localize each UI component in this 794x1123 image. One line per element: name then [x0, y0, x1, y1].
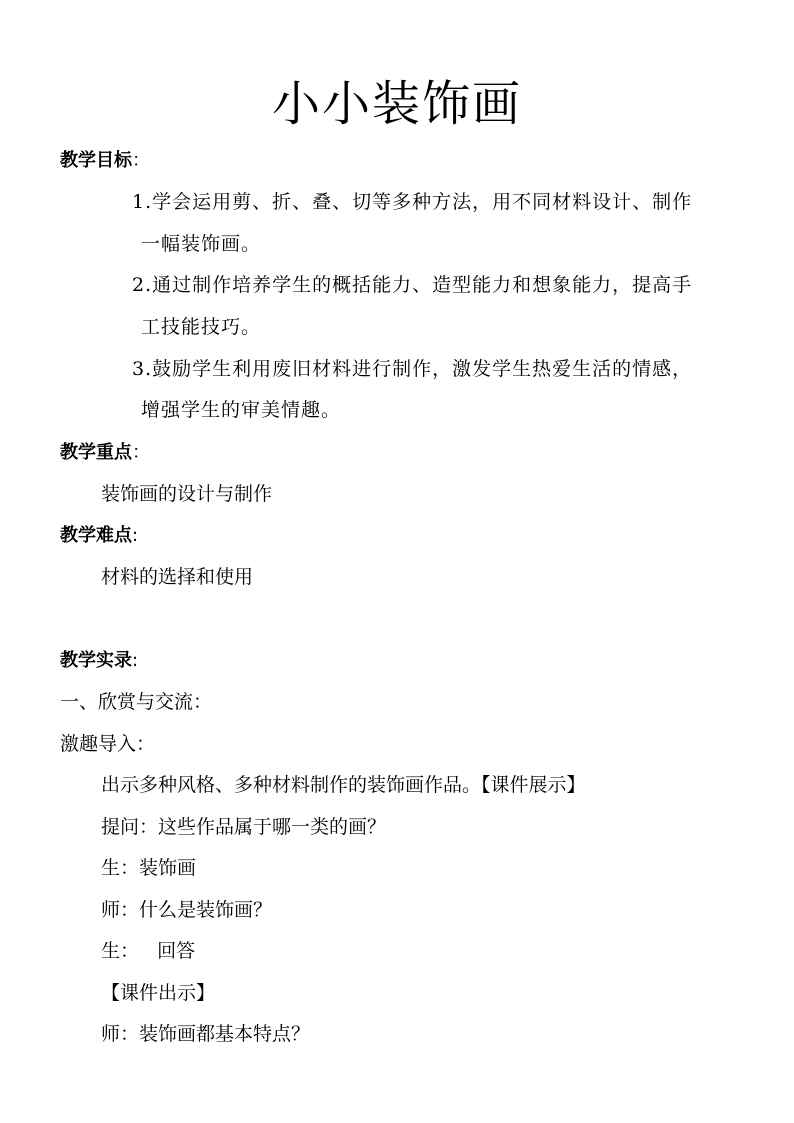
record-heading-colon: : — [132, 650, 139, 671]
key-point-heading-line — [60, 440, 150, 466]
record-intro: 激趣导入： — [60, 733, 156, 755]
record-line-2: 提问：这些作品属于哪一类的画？ — [101, 816, 387, 838]
key-point-heading: 教学重点 — [60, 442, 132, 463]
record-line-6: 【课件出示】 — [101, 982, 216, 1004]
difficulty-text: 材料的选择和使用 — [101, 566, 254, 588]
record-line-7: 师：装饰画都基本特点？ — [101, 1023, 311, 1045]
key-point-heading-colon: ： — [132, 442, 150, 463]
record-line-5: 生： 回答 — [101, 940, 196, 962]
document-title: 小小装饰画 — [271, 76, 522, 132]
objective-1-line-1: 1.学会运用剪、折、叠、切等多种方法，用不同材料设计、制作 — [132, 191, 693, 213]
record-section-1: 一、欣赏与交流： — [60, 691, 213, 713]
record-heading: 教学实录 — [60, 650, 132, 671]
objective-3-line-1: 3.鼓励学生利用废旧材料进行制作，激发学生热爱生活的情感， — [132, 358, 693, 380]
difficulty-heading-line — [60, 523, 138, 549]
difficulty-heading-colon: : — [132, 525, 139, 546]
objectives-heading-line — [60, 148, 150, 174]
key-point-text: 装饰画的设计与制作 — [101, 483, 273, 505]
record-line-3: 生：装饰画 — [101, 857, 197, 879]
objective-2-line-1: 2.通过制作培养学生的概括能力、造型能力和想象能力，提高手 — [132, 274, 693, 296]
record-heading-line — [60, 648, 138, 674]
objective-1-line-2: 一幅装饰画。 — [141, 233, 262, 255]
objective-3-line-2: 增强学生的审美情趣。 — [141, 399, 342, 421]
record-line-4: 师：什么是装饰画？ — [101, 899, 273, 921]
objectives-heading-colon: ： — [132, 150, 150, 171]
record-line-1: 出示多种风格、多种材料制作的装饰画作品。【课件展示】 — [101, 774, 586, 796]
difficulty-heading: 教学难点 — [60, 525, 132, 546]
objective-2-line-2: 工技能技巧。 — [141, 316, 262, 338]
objectives-heading: 教学目标 — [60, 150, 132, 171]
